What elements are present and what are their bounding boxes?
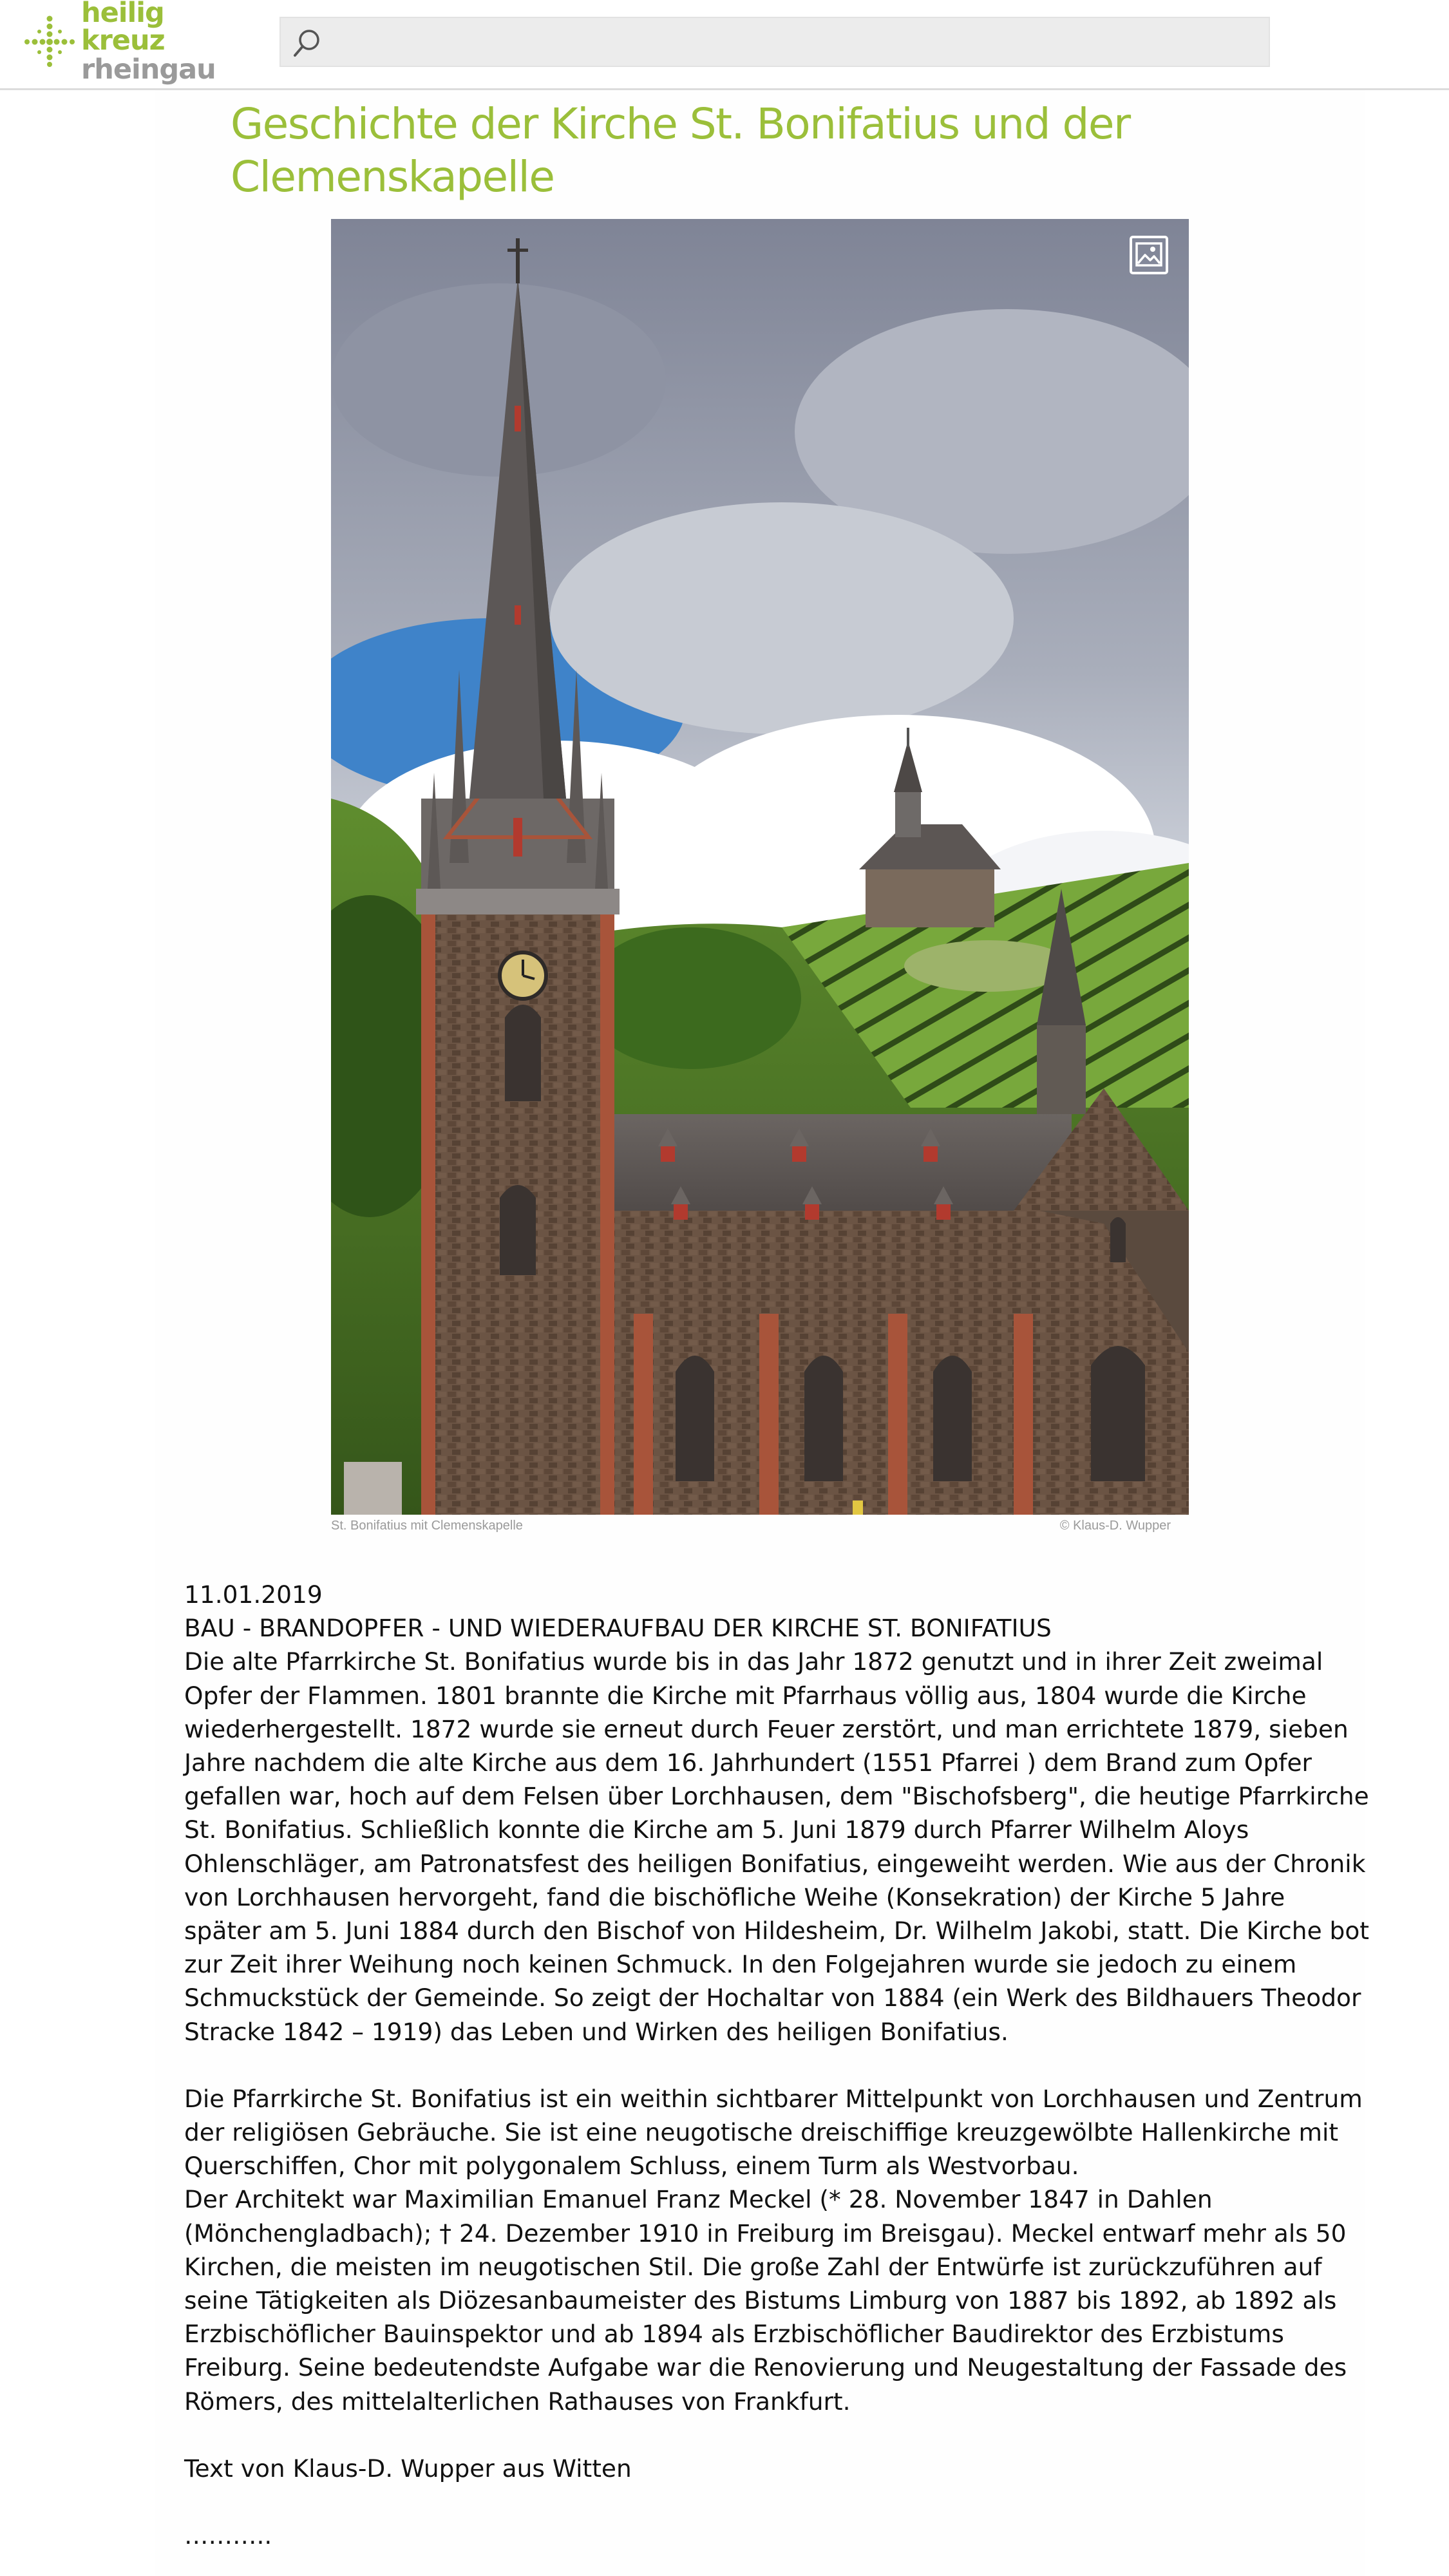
spacer — [184, 2049, 1369, 2082]
page-title: Geschichte der Kirche St. Bonifatius und der Clemenskapelle — [231, 99, 1130, 202]
logo-line-2: rheingau — [81, 53, 216, 86]
image-caption-row — [331, 1519, 1171, 1533]
author-credit: Text von Klaus-D. Wupper aus Witten — [184, 2454, 632, 2483]
church-photo — [331, 219, 1189, 1515]
section-heading: BAU - BRANDOPFER - UND WIEDERAUFBAU DER KIRCHE ST. BONIFATIUS — [184, 1614, 1052, 1643]
site-header — [0, 0, 1449, 90]
image-credit: © Klaus-D. Wupper — [1059, 1519, 1171, 1533]
image-caption: St. Bonifatius mit Clemenskapelle — [331, 1519, 523, 1533]
paragraph-3: Der Architekt war Maximilian Emanuel Franz Meckel (* 28. November 1847 in Dahlen (Mönchengladbach); † 24. Dezember 1910 in Freiburg im Breisgau). Meckel entwarf mehr als 50 Kirchen, die meisten im neugotischen Stil. Die große Zahl der Entwürfe ist zurückzuführen auf seine Tätigkeiten als Diözesanbaumeister des Bistums Limburg von 1887 bis 1892, ab 1892 als Erzbischöflicher Bauinspektor und ab 1894 als Erzbischöflicher Baudirektor des Erzbistums Freiburg. Seine bedeutendste Aufgabe war die Renovierung und Neugestaltung der Fassade des Römers, des mittelalterlichen Rathauses von Frankfurt. — [184, 2185, 1347, 2416]
cross-logo-icon — [23, 15, 76, 68]
article-date: 11.01.2019 — [184, 1580, 323, 1609]
image-gallery-icon[interactable] — [1128, 234, 1170, 276]
hero-image[interactable] — [331, 219, 1189, 1515]
logo-wordmark — [81, 0, 236, 84]
ellipsis: ……….. — [184, 2521, 272, 2550]
paragraph-1: Die alte Pfarrkirche St. Bonifatius wurde bis in das Jahr 1872 genutzt und in ihrer Zeit zweimal Opfer der Flammen. 1801 brannte die Kirche mit Pfarrhaus völlig aus, 1804 wurde die Kirche wiederhergestellt. 1872 wurde sie erneut durch Feuer zerstört, und man errichtete 1879, sieben Jahre nachdem die alte Kirche aus dem 16. Jahrhundert (1551 Pfarrei ) dem Brand zum Opfer gefallen war, hoch auf dem Felsen über Lorchhausen, dem "Bischofsberg", die heutige Pfarrkirche St. Bonifatius. Schließlich konnte die Kirche am 5. Juni 1879 durch Pfarrer Wilhelm Aloys Ohlenschläger, am Patronatsfest des heiligen Bonifatius, eingeweiht werden. Wie aus der Chronik von Lorchhausen hervorgeht, fand die bischöfliche Weihe (Konsekration) der Kirche 5 Jahre später am 5. Juni 1884 durch den Bischof von Hildesheim, Dr. Wilhelm Jakobi, statt. Die Kirche bot zur Zeit ihrer Weihung noch keinen Schmuck. In den Folgejahren wurde sie jedoch zu einem Schmuckstück der Gemeinde. So zeigt der Hochaltar von 1884 (ein Werk des Bildhauers Theodor Stracke 1842 – 1919) das Leben und Wirken des heiligen Bonifatius. — [184, 1647, 1370, 2046]
search-icon[interactable] — [291, 26, 327, 61]
search-bar[interactable] — [279, 17, 1270, 67]
search-input[interactable] — [335, 23, 1258, 62]
site-logo[interactable] — [23, 0, 236, 86]
spacer — [184, 2418, 1369, 2452]
paragraph-2: Die Pfarrkirche St. Bonifatius ist ein weithin sichtbarer Mittelpunkt von Lorchhausen und Zentrum der religiösen Gebräuche. Sie ist eine neugotische dreischiffige kreuzgewölbte Hallenkirche mit Querschiffen, Chor mit polygonalem Schluss, einem Turm als Westvorbau. — [184, 2084, 1363, 2181]
logo-line-1: heilig kreuz — [81, 0, 165, 57]
spacer — [184, 2485, 1369, 2519]
article-body — [184, 1578, 1369, 2552]
